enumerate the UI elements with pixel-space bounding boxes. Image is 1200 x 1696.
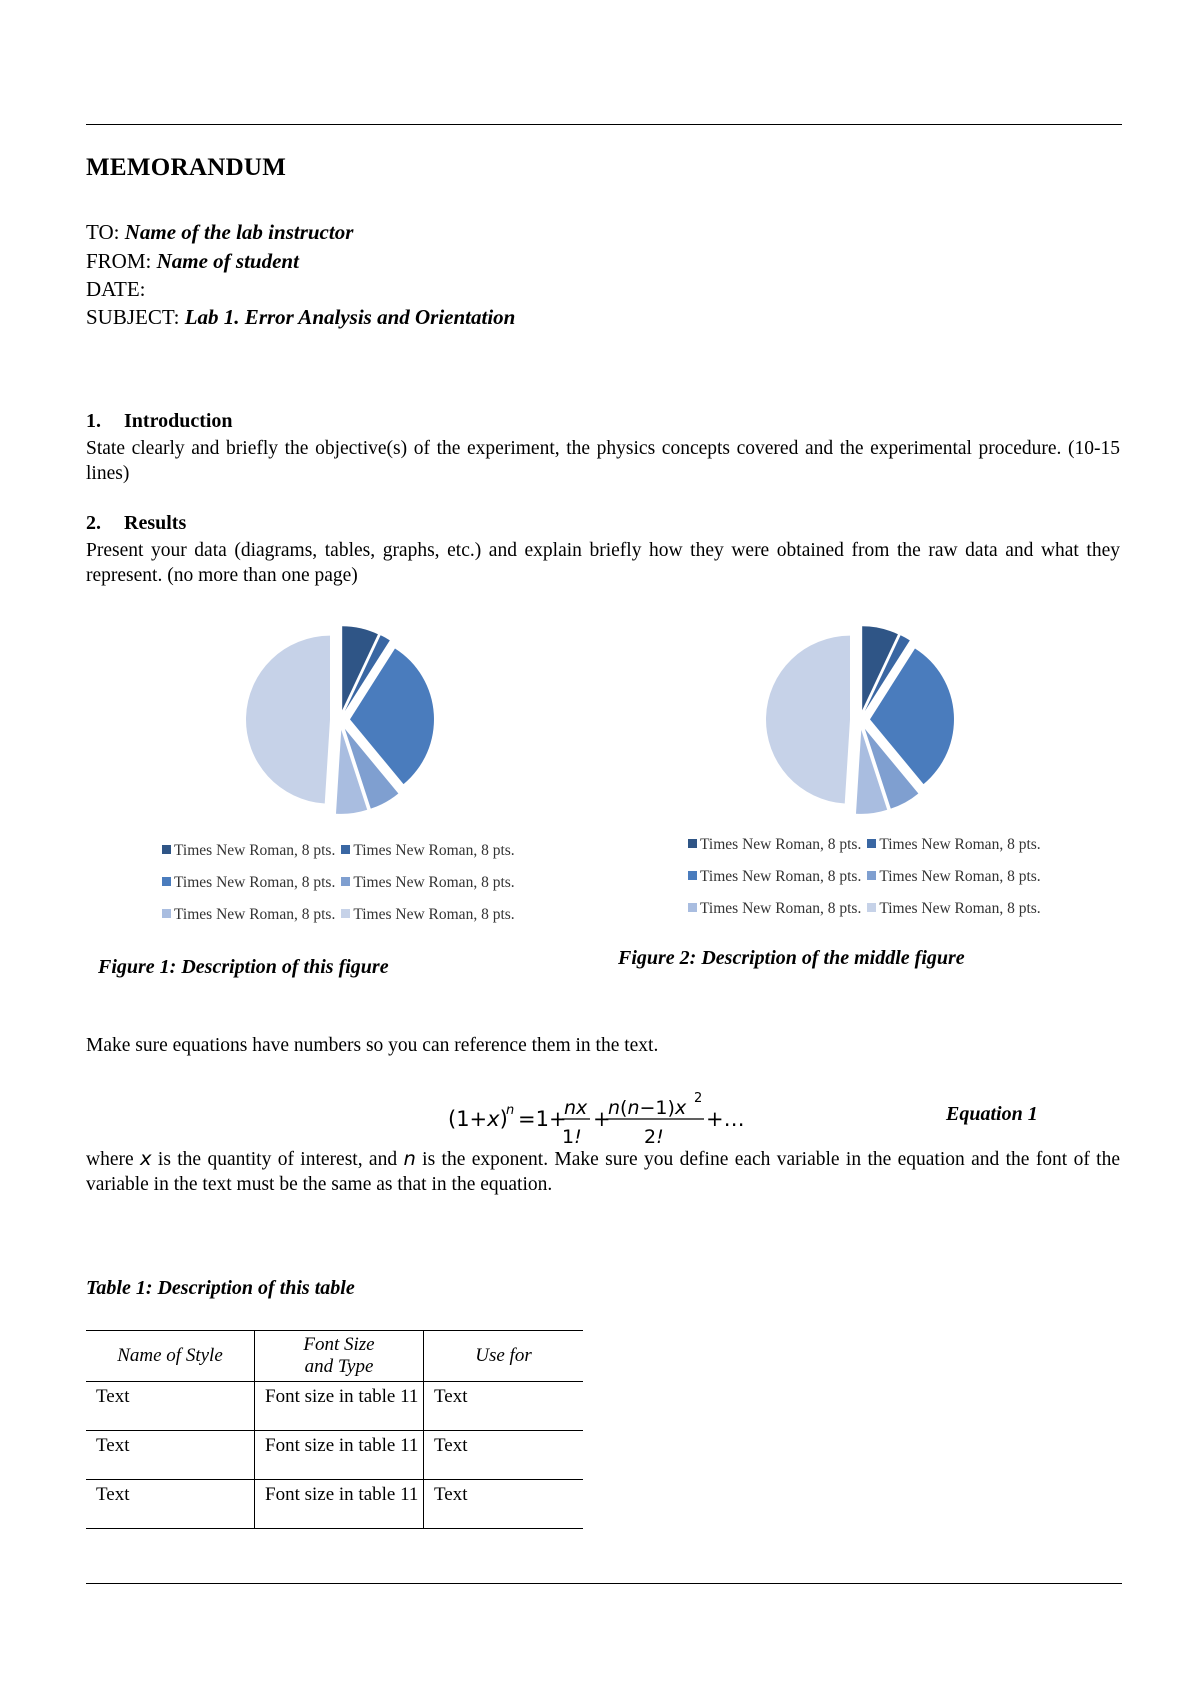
date-label: DATE: [86,277,146,301]
pie1-legend-swatch [162,845,171,854]
pie2-legend-swatch [688,903,697,912]
pie1-legend-label: Times New Roman, 8 pts. [174,874,336,891]
results-paragraph: Present your data (diagrams, tables, graphs, etc.) and explain briefly how they were obtained from the raw data and what they represent. (no more than one page) [86,540,1120,586]
table-row [86,1382,583,1431]
pie1-legend-row [162,842,521,860]
svg-text:=1+: =1+ [518,1107,567,1131]
pie1-legend-item [162,842,335,860]
table-cell: Text [424,1431,584,1480]
memo-date-line [86,275,146,303]
pie2-legend-label: Times New Roman, 8 pts. [700,836,862,853]
results-number: 2. [86,512,101,534]
table-row [86,1431,583,1480]
svg-text:1!: 1! [562,1126,582,1148]
pie1-legend-label: Times New Roman, 8 pts. [174,906,336,923]
pie1-legend-row [162,874,521,892]
bottom-rule [86,1583,1122,1584]
memo-subject-line [86,303,515,331]
svg-text:+: + [593,1107,611,1131]
pie2-legend-swatch [688,839,697,848]
table-row [86,1480,583,1529]
intro-title: Introduction [124,410,233,432]
pie2-legend-label: Times New Roman, 8 pts. [879,868,1041,885]
binomial-equation [448,1088,748,1148]
from-value: Name of student [156,249,299,273]
pie2-legend-row [688,900,1047,918]
header-font-size-line2: and Type [304,1356,374,1377]
pie1-legend-item [341,842,514,860]
pie2-legend-item [867,836,1040,854]
table-cell: Font size in table 11 [255,1480,424,1529]
table-caption: Table 1: Description of this table [86,1277,355,1299]
styles-table [86,1330,583,1529]
equation-label: Equation 1 [946,1103,1038,1125]
pie1-legend-label: Times New Roman, 8 pts. [174,842,336,859]
memo-from-line [86,247,299,275]
pie1-legend-label: Times New Roman, 8 pts. [353,842,515,859]
svg-text:+…: +… [706,1107,745,1131]
var-x: x [140,1147,152,1170]
pie2-legend-label: Times New Roman, 8 pts. [700,868,862,885]
pie2-legend-swatch [867,871,876,880]
pie2-legend-item [688,868,861,886]
to-label: TO: [86,220,120,244]
equation-intro: Make sure equations have numbers so you can reference them in the text. [86,1035,659,1056]
pie1-legend-item [341,906,514,924]
memo-title: MEMORANDUM [86,154,287,181]
figure-2-caption: Figure 2: Description of the middle figure [618,947,965,969]
pie1-legend-item [341,874,514,892]
header-use-for: Use for [424,1331,584,1382]
table-cell: Text [86,1382,255,1431]
svg-text:n(n−1)x: n(n−1)x [608,1097,687,1119]
pie-legend-1 [162,842,562,932]
pie1-slice-6 [246,636,330,804]
pie2-legend-swatch [867,839,876,848]
pie-legend-2 [688,836,1088,926]
pie1-legend-swatch [341,845,350,854]
header-font-size [255,1331,424,1382]
where-post: is the exponent. Make sure you define each variable in the equation and the font of the variable in the text must be the same as that in the equation. [86,1149,1121,1195]
pie-chart-1 [180,620,500,820]
header-font-size-line1: Font Size [303,1334,375,1355]
where-pre: where [86,1149,134,1170]
table-cell: Text [86,1480,255,1529]
pie1-legend-swatch [341,909,350,918]
pie1-legend-label: Times New Roman, 8 pts. [353,874,515,891]
pie2-legend-label: Times New Roman, 8 pts. [700,900,862,917]
pie1-legend-label: Times New Roman, 8 pts. [353,906,515,923]
pie1-legend-item [162,906,335,924]
pie2-legend-swatch [867,903,876,912]
results-title: Results [124,512,187,534]
pie1-legend-row [162,906,521,924]
table-header-row [86,1331,583,1382]
pie2-legend-item [867,868,1040,886]
pie2-legend-label: Times New Roman, 8 pts. [879,900,1041,917]
pie2-legend-swatch [688,871,697,880]
table-cell: Text [86,1431,255,1480]
eq-lhs: (1+x) [448,1107,508,1131]
pie1-legend-swatch [162,877,171,886]
equation-explanation [86,1146,1120,1197]
svg-text:nx: nx [564,1097,588,1119]
pie1-legend-swatch [162,909,171,918]
table-cell: Font size in table 11 [255,1382,424,1431]
memo-to-line [86,218,353,246]
header-name-of-style: Name of Style [86,1331,255,1382]
table-cell: Font size in table 11 [255,1431,424,1480]
intro-paragraph: State clearly and briefly the objective(s) of the experiment, the physics concepts covered and the experimental procedure. (10-15 lines) [86,438,1120,484]
intro-number: 1. [86,410,101,432]
subject-value: Lab 1. Error Analysis and Orientation [184,305,516,329]
svg-text:2: 2 [694,1091,703,1106]
pie2-legend-row [688,836,1047,854]
svg-text:n: n [506,1103,515,1118]
table-cell: Text [424,1480,584,1529]
pie1-legend-swatch [341,877,350,886]
pie2-legend-label: Times New Roman, 8 pts. [879,836,1041,853]
pie2-legend-item [867,900,1040,918]
from-label: FROM: [86,249,152,273]
top-rule [86,124,1122,125]
table-cell: Text [424,1382,584,1431]
where-mid: is the quantity of interest, and [157,1149,398,1170]
figure-1-caption: Figure 1: Description of this figure [98,956,389,978]
pie2-slice-6 [766,636,850,804]
subject-label: SUBJECT: [86,305,180,329]
pie2-legend-row [688,868,1047,886]
pie1-legend-item [162,874,335,892]
svg-text:2!: 2! [644,1126,664,1148]
pie-chart-2 [700,620,1020,820]
pie2-legend-item [688,836,861,854]
intro-heading [86,410,233,433]
var-n: n [403,1147,416,1170]
results-heading [86,512,186,535]
to-value: Name of the lab instructor [124,220,354,244]
pie2-legend-item [688,900,861,918]
